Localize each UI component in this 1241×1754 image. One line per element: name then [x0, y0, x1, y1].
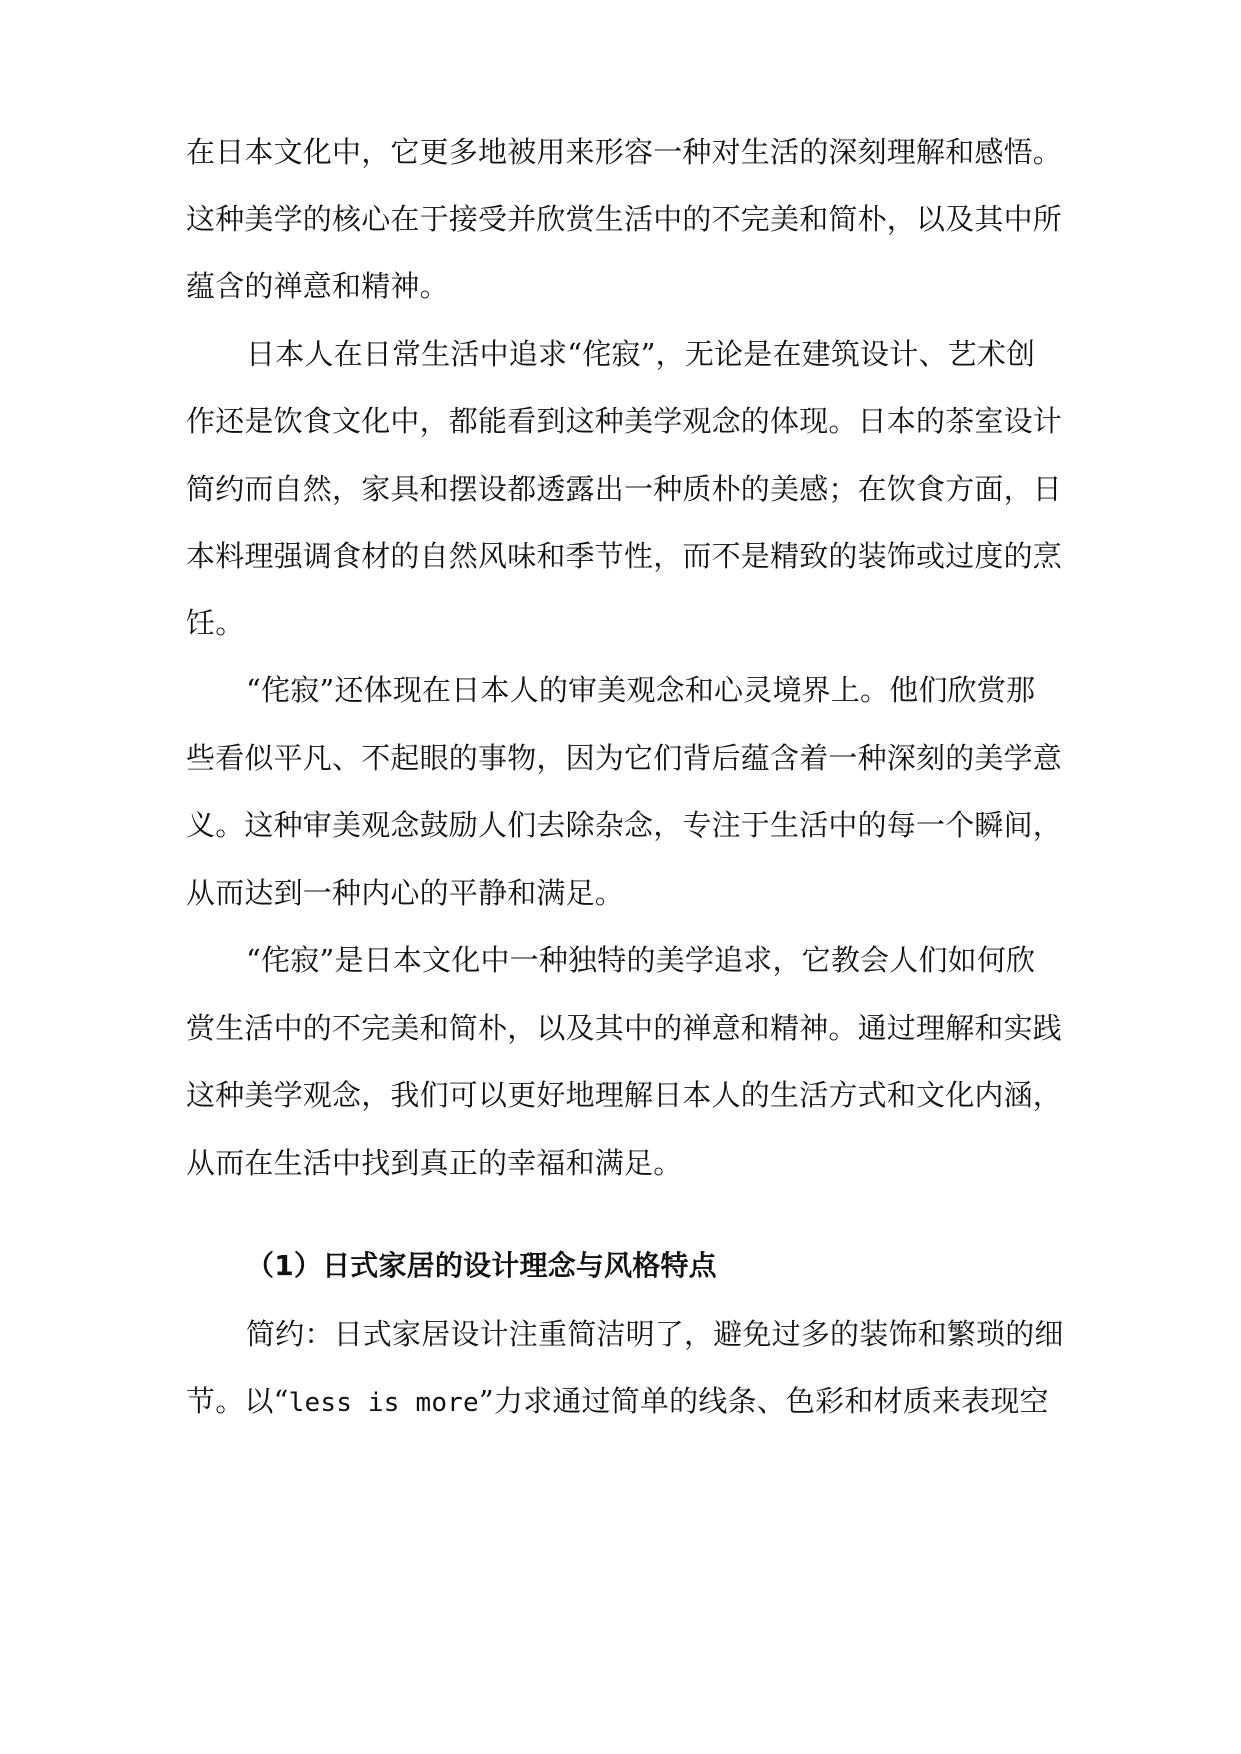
paragraph-line: 日本人在日常生活中追求“侘寂”，无论是在建筑设计、艺术创	[246, 337, 1036, 371]
paragraph-line: 这种美学的核心在于接受并欣赏生活中的不完美和简朴，以及其中所	[186, 202, 1063, 236]
paragraph-line: 义。这种审美观念鼓励人们去除杂念，专注于生活中的每一个瞬间，	[186, 808, 1063, 842]
paragraph-line: 本料理强调食材的自然风味和季节性，而不是精致的装饰或过度的烹	[186, 539, 1063, 573]
section-heading: （1）日式家居的设计理念与风格特点	[246, 1249, 717, 1282]
text-prefix: 节。以“	[186, 1384, 289, 1418]
paragraph-line: 饪。	[186, 606, 245, 640]
paragraph-line-with-english	[186, 1381, 1066, 1423]
paragraph-line: 赏生活中的不完美和简朴，以及其中的禅意和精神。通过理解和实践	[186, 1011, 1063, 1045]
paragraph-line: 简约而自然，家具和摆设都透露出一种质朴的美感；在饮食方面，日	[186, 472, 1063, 506]
paragraph-line: 从而达到一种内心的平静和满足。	[186, 876, 625, 910]
paragraph-line: 这种美学观念，我们可以更好地理解日本人的生活方式和文化内涵，	[186, 1078, 1063, 1112]
text-suffix: ”力求通过简单的线条、色彩和材质来表现空	[478, 1384, 1049, 1418]
paragraph-line: 在日本文化中，它更多地被用来形容一种对生活的深刻理解和感悟。	[186, 135, 1063, 169]
paragraph-line: “侘寂”是日本文化中一种独特的美学追求，它教会人们如何欣	[246, 943, 1036, 977]
paragraph-line: 从而在生活中找到真正的幸福和满足。	[186, 1146, 683, 1180]
paragraph-line: “侘寂”还体现在日本人的审美观念和心灵境界上。他们欣赏那	[246, 673, 1036, 707]
english-phrase: less is more	[288, 1388, 479, 1418]
paragraph-line: 些看似平凡、不起眼的事物，因为它们背后蕴含着一种深刻的美学意	[186, 741, 1063, 775]
paragraph-line: 简约：日式家居设计注重简洁明了，避免过多的装饰和繁琐的细	[246, 1317, 1064, 1351]
paragraph-line: 蕴含的禅意和精神。	[186, 269, 449, 303]
paragraph-line: 作还是饮食文化中，都能看到这种美学观念的体现。日本的茶室设计	[186, 404, 1063, 438]
